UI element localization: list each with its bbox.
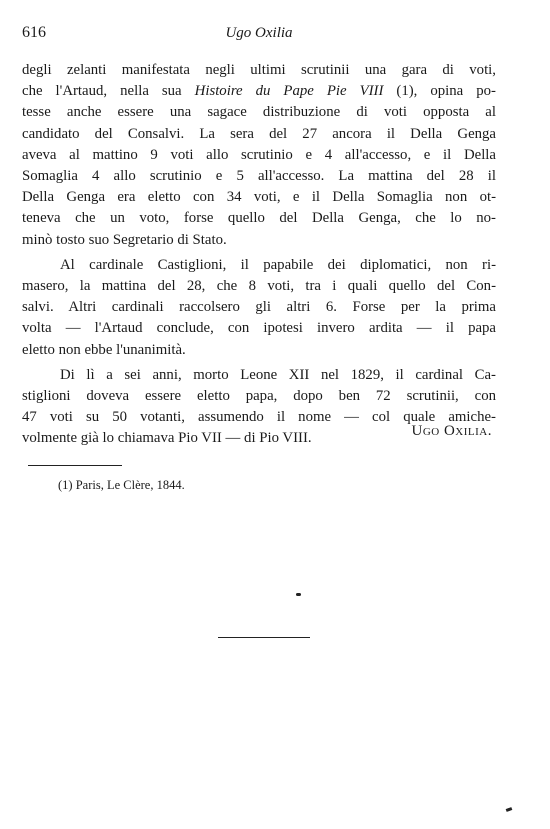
- text-line: aveva al mattino 9 voti allo scrutinio e 4 all'accesso, e il Della: [22, 146, 496, 163]
- running-head: Ugo Oxilia: [225, 25, 293, 41]
- text-line: volta — l'Artaud conclude, con ipotesi invero ardita — il papa: [22, 320, 496, 337]
- text-line: volmente già lo chiamava Pio VII — di Pio VIII.: [22, 430, 312, 447]
- text-line: Somaglia 4 allo scrutinio e 5 all'accesso. La mattina del 28 il: [22, 168, 496, 185]
- footnote-divider: [28, 465, 122, 466]
- body-text: [22, 60, 496, 450]
- text-line: 47 voti su 50 votanti, assumendo il nome — col quale amiche-: [22, 409, 496, 426]
- ink-mark: [296, 593, 301, 596]
- text-line: stiglioni doveva essere eletto papa, dopo ben 72 scrutinii, con: [22, 388, 496, 405]
- text-line: eletto non ebbe l'unanimità.: [22, 341, 186, 358]
- page-header: [22, 24, 496, 44]
- text-line: Al cardinale Castiglioni, il papabile dei diplomatici, non ri-: [60, 256, 496, 273]
- text-line: degli zelanti manifestata negli ultimi scrutinii una gara di voti,: [22, 62, 496, 78]
- text-line: candidato del Consalvi. La sera del 27 ancora il Della Genga: [22, 125, 496, 142]
- text-line: salvi. Altri cardinali raccolsero gli altri 6. Forse per la prima: [22, 299, 496, 316]
- author-signature: Ugo Oxilia.: [411, 423, 492, 439]
- paragraph-1: [22, 60, 496, 251]
- book-title: Histoire du Pape Pie VIII: [194, 83, 384, 100]
- page-number: 616: [22, 24, 46, 41]
- text-line: Di lì a sei anni, morto Leone XII nel 1829, il cardinal Ca-: [60, 366, 496, 383]
- text-line: tesse anche essere una sagace distribuzione di voti opposta al: [22, 104, 496, 121]
- text-line: teneva che un voto, forse quello del Della Genga, che lo no-: [22, 210, 496, 227]
- text-line: che l'Artaud, nella sua Histoire du Pape Pie VIII (1), opina po-: [22, 83, 496, 100]
- paragraph-2: [22, 255, 496, 361]
- end-divider: [218, 637, 310, 638]
- text-line: Della Genga era eletto con 34 voti, e il Della Somaglia non ot-: [22, 189, 496, 206]
- text-line: minò tosto suo Segretario di Stato.: [22, 231, 227, 248]
- ink-mark: [506, 807, 513, 812]
- text-line: masero, la mattina del 28, che 8 voti, tra i quali quello del Con-: [22, 278, 496, 295]
- footnote: (1) Paris, Le Clère, 1844.: [58, 478, 185, 492]
